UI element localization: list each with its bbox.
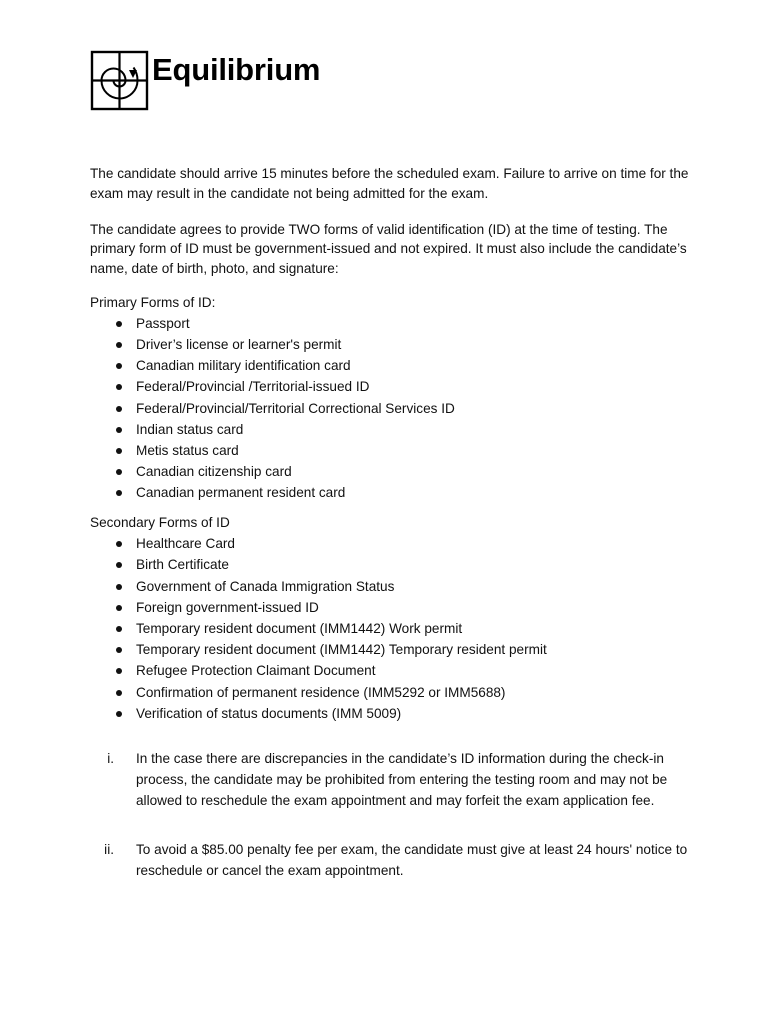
list-item: Temporary resident document (IMM1442) Temporary resident permit (90, 639, 690, 660)
brand-name: Equilibrium (152, 52, 321, 87)
bullet-icon (116, 448, 122, 454)
note-text: To avoid a $85.00 penalty fee per exam, the candidate must give at least 24 hours' notice to reschedule or cancel the exam appointment. (136, 841, 688, 878)
bullet-icon (116, 626, 122, 632)
bullet-icon (116, 647, 122, 653)
bullet-icon (116, 584, 122, 590)
list-item: Driver’s license or learner's permit (90, 334, 690, 355)
list-item: Healthcare Card (90, 533, 690, 554)
bullet-icon (116, 427, 122, 433)
bullet-icon (116, 321, 122, 327)
id-requirement-paragraph: The candidate agrees to provide TWO forms of valid identification (ID) at the time of testing. The primary form of ID must be government-issued and not expired. It must also include the candidate’s name, date of birth, photo, and signature: (90, 221, 687, 277)
list-item: Federal/Provincial/Territorial Correctional Services ID (90, 398, 690, 419)
bullet-icon (116, 690, 122, 696)
list-item: Canadian military identification card (90, 355, 690, 376)
list-item: Foreign government-issued ID (90, 597, 690, 618)
list-item: Canadian permanent resident card (90, 482, 690, 503)
note-item (90, 748, 690, 812)
secondary-ids-list (90, 533, 690, 724)
notes-list (90, 748, 690, 881)
secondary-ids-heading: Secondary Forms of ID (90, 515, 230, 531)
list-item: Refugee Protection Claimant Document (90, 660, 690, 681)
bullet-icon (116, 541, 122, 547)
bullet-icon (116, 668, 122, 674)
equilibrium-logo-icon (90, 50, 150, 112)
list-item: Confirmation of permanent residence (IMM5292 or IMM5688) (90, 682, 690, 703)
note-text: In the case there are discrepancies in the candidate’s ID information during the check-in process, the candidate may be prohibited from entering the testing room and may not be allowed to reschedule the exam appointment and may forfeit the exam application fee. (136, 750, 668, 809)
logo (90, 50, 350, 112)
primary-ids-heading: Primary Forms of ID: (90, 294, 216, 310)
list-item: Passport (90, 313, 690, 334)
note-number: i. (107, 750, 114, 766)
bullet-icon (116, 384, 122, 390)
primary-ids-list (90, 313, 690, 504)
document-body (90, 164, 690, 908)
bullet-icon (116, 469, 122, 475)
list-item: Temporary resident document (IMM1442) Work permit (90, 618, 690, 639)
list-item: Indian status card (90, 419, 690, 440)
bullet-icon (116, 363, 122, 369)
bullet-icon (116, 490, 122, 496)
list-item: Government of Canada Immigration Status (90, 576, 690, 597)
bullet-icon (116, 562, 122, 568)
list-item: Verification of status documents (IMM 5009) (90, 703, 690, 724)
note-item (90, 839, 690, 881)
list-item: Canadian citizenship card (90, 461, 690, 482)
bullet-icon (116, 406, 122, 412)
bullet-icon (116, 711, 122, 717)
list-item: Metis status card (90, 440, 690, 461)
bullet-icon (116, 605, 122, 611)
list-item: Birth Certificate (90, 554, 690, 575)
arrival-paragraph: The candidate should arrive 15 minutes before the scheduled exam. Failure to arrive on time for the exam may result in the candidate not being admitted for the exam. (90, 166, 689, 201)
note-number: ii. (104, 841, 114, 857)
bullet-icon (116, 342, 122, 348)
list-item: Federal/Provincial /Territorial-issued ID (90, 376, 690, 397)
